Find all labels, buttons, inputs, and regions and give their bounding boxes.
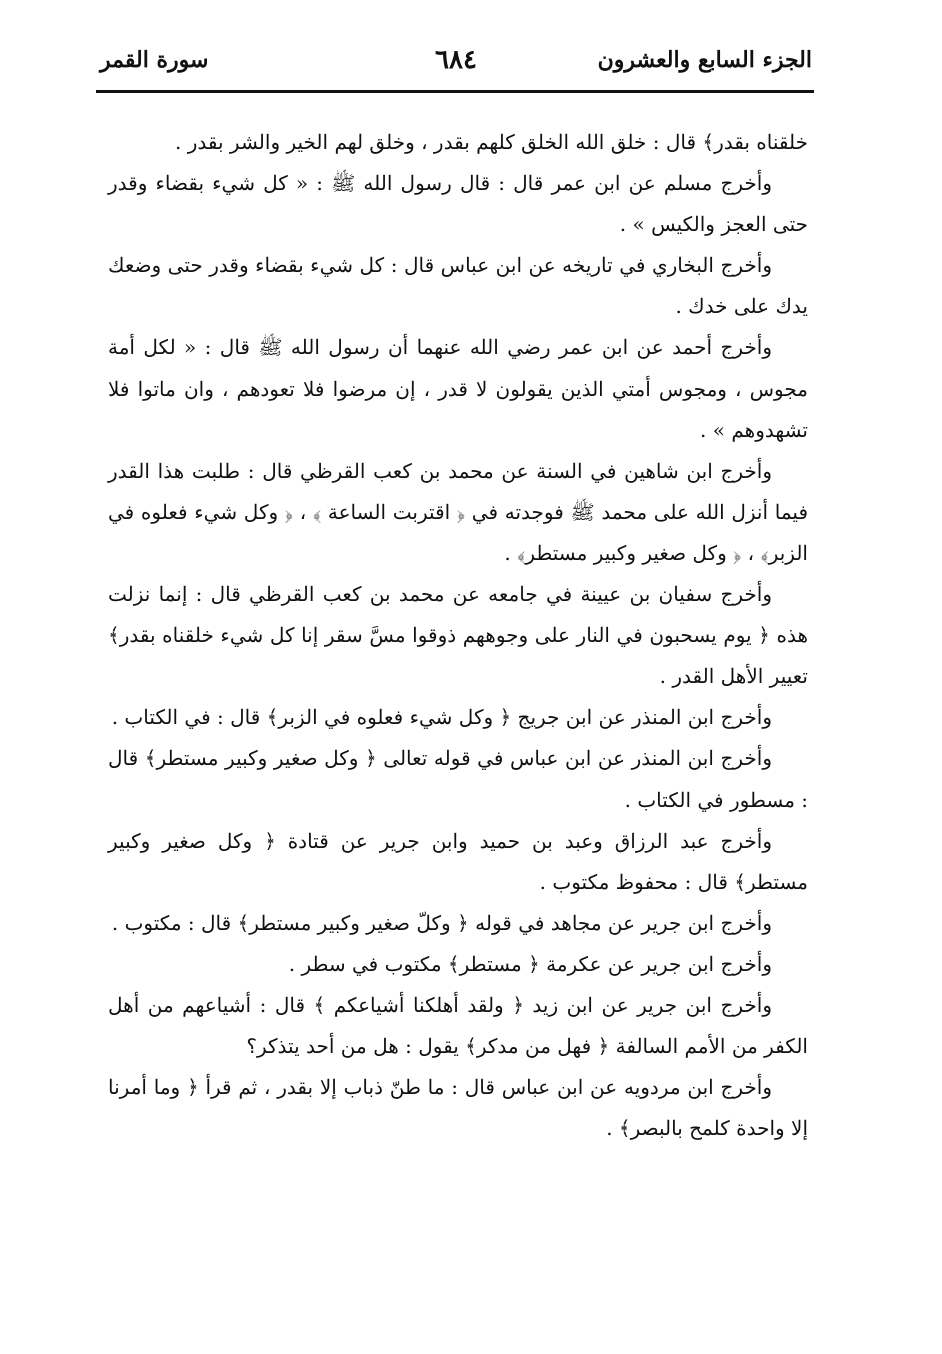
part-title: الجزء السابع والعشرون [597, 47, 812, 73]
paragraph: وأخرج ابن جرير عن مجاهد في قوله ﴿ وكلّ صغير وكبير مستطر﴾ قال : مكتوب . [111, 910, 772, 935]
paragraph: وأخرج أحمد عن ابن عمر رضي الله عنهما أن رسول الله ﷺ قال : « لكل أمة مجوس ، ومجوس أمتي الذين يقولون لا قدر ، إن مرضوا فلا تعودهم ، وان ماتوا فلا تشهدوهم » . [108, 335, 808, 442]
header-rule [96, 90, 814, 93]
paragraph: خلقناه بقدر﴾ قال : خلق الله الخلق كلهم بقدر ، وخلق لهم الخير والشر بقدر . [175, 130, 808, 154]
page-body [108, 122, 808, 1149]
paragraph: وأخرج ابن مردويه عن ابن عباس قال : ما طنّ ذباب إلا بقدر ، ثم قرأ ﴿ وما أمرنا إلا واحدة كلمح بالبصر﴾ . [108, 1075, 808, 1141]
running-header [100, 40, 812, 80]
paragraph: وأخرج ابن المنذر عن ابن عباس في قوله تعالى ﴿ وكل صغير وكبير مستطر﴾ قال : مسطور في الكتاب . [108, 746, 808, 812]
paragraph: وأخرج مسلم عن ابن عمر قال : قال رسول الله ﷺ : « كل شيء بقضاء وقدر حتى العجز والكيس » . [108, 171, 808, 237]
paragraph: وأخرج عبد الرزاق وعبد بن حميد وابن جرير عن قتادة ﴿ وكل صغير وكبير مستطر﴾ قال : محفوظ مكتوب . [108, 828, 808, 894]
paragraph: وأخرج ابن المنذر عن ابن جريج ﴿ وكل شيء فعلوه في الزبر﴾ قال : في الكتاب . [111, 705, 772, 730]
surah-title: سورة القمر [100, 47, 209, 73]
paragraph: وأخرج البخاري في تاريخه عن ابن عباس قال : كل شيء بقضاء وقدر حتى وضعك يدك على خدك . [108, 253, 808, 319]
paragraph: وأخرج ابن شاهين في السنة عن محمد بن كعب القرظي قال : طلبت هذا القدر فيما أنزل الله على محمد ﷺ فوجدته في ﴿ اقتربت الساعة ﴾ ، ﴿ وكل شيء فعلوه في الزبر﴾ ، ﴿ وكل صغير وكبير مستطر﴾ . [108, 458, 808, 565]
page-number: ٦٨٤ [435, 45, 477, 75]
paragraph: وأخرج ابن جرير عن عكرمة ﴿ مستطر﴾ مكتوب في سطر . [288, 951, 772, 976]
paragraph: وأخرج ابن جرير عن ابن زيد ﴿ ولقد أهلكنا أشياعكم ﴾ قال : أشياعهم من أهل الكفر من الأمم السالفة ﴿ فهل من مدكر﴾ يقول : هل من أحد يتذكر؟ [108, 992, 808, 1059]
paragraph: وأخرج سفيان بن عيينة في جامعه عن محمد بن كعب القرظي قال : إنما نزلت هذه ﴿ يوم يسحبون في النار على وجوههم ذوقوا مسَّ سقر إنا كل شيء خلقناه بقدر﴾ تعيير الأهل القدر . [108, 582, 808, 689]
